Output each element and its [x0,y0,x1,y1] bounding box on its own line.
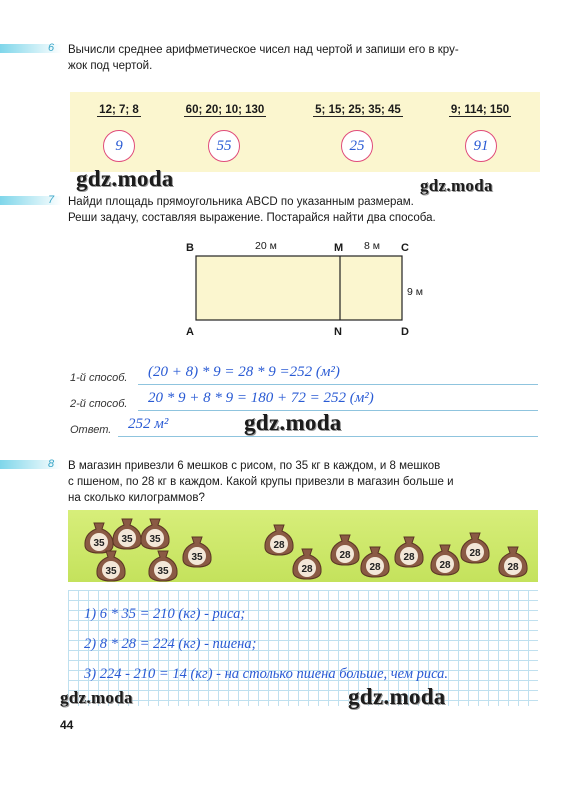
way-1-answer[interactable]: (20 + 8) * 9 = 28 * 9 =252 (м²) [148,364,340,380]
rice-sack-3 [138,516,172,550]
set-4-answer: 91 [473,138,489,154]
millet-sack-5 [392,534,426,568]
set-2-numbers-text: 60; 20; 10; 130 [185,104,265,116]
sack-weight-label: 28 [369,562,381,573]
task-8-line-3: на сколько килограммов? [68,492,205,504]
task-7-number: 7 [48,194,55,206]
way-2-answer[interactable]: 20 * 9 + 8 * 9 = 180 + 72 = 252 (м²) [148,390,374,406]
sack-weight-label: 28 [469,548,481,559]
vertex-c: C [401,242,409,254]
millet-sack-3 [328,532,362,566]
rice-sack-6 [146,548,180,582]
task-8-number: 8 [48,458,55,470]
solution-step-1[interactable]: 1) 6 * 35 = 210 (кг) - риса; [84,606,246,622]
set-3-answer: 25 [349,138,365,154]
task-8-line-1: В магазин привезли 6 мешков с рисом, по 35 кг в каждом, и 8 мешков [68,460,441,472]
solution-step-2[interactable]: 2) 8 * 28 = 224 (кг) - пшена; [84,636,257,652]
dimension-bm: 20 м [255,240,277,252]
dimension-cd: 9 м [407,286,423,298]
sack-weight-label: 35 [121,534,133,545]
rectangle-abcd [196,256,402,320]
vertex-b: B [186,242,194,254]
dimension-mc: 8 м [364,240,380,252]
answer-label: Ответ. [70,424,112,436]
task-7-line-1: Найди площадь прямоугольника ABCD по указанным размерам. [68,196,414,208]
millet-sack-7 [458,530,492,564]
set-1-answer: 9 [115,138,123,154]
rice-sack-4 [180,534,214,568]
page-number: 44 [60,718,74,732]
set-1-numbers-text: 12; 7; 8 [99,104,139,116]
answer-line [118,436,538,437]
sack-weight-label: 35 [191,552,203,563]
watermark-2: gdz.moda [420,176,493,195]
rice-sack-5 [94,548,128,582]
way-2-label: 2-й способ. [70,398,128,410]
sack-weight-label: 28 [403,552,415,563]
task-6-line-1: Вычисли среднее арифметическое чисел над чертой и запиши его в кру- [68,44,459,56]
vertex-d: D [401,326,409,338]
answer-value[interactable]: 252 м² [128,416,169,432]
vertex-m: M [334,242,344,254]
sack-weight-label: 28 [507,562,519,573]
sack-weight-label: 35 [93,538,105,549]
set-2-answer: 55 [216,138,232,154]
watermark-5: gdz.moda [348,684,446,709]
task-6-line-2: жок под чертой. [68,60,153,72]
sack-weight-label: 28 [439,560,451,571]
millet-sack-2 [290,546,324,580]
watermark-3: gdz.moda [244,410,342,435]
millet-sack-4 [358,544,392,578]
watermark-1: gdz.moda [76,166,174,191]
vertex-n: N [334,326,342,338]
task-8-line-2: с пшеном, по 28 кг в каждом. Какой крупы привезли в магазин больше и [68,476,454,488]
millet-sack-8 [496,544,530,578]
watermark-4: gdz.moda [60,688,133,707]
millet-sack-6 [428,542,462,576]
sack-weight-label: 28 [339,550,351,561]
task-7-line-2: Реши задачу, составляя выражение. Постарайся найти два способа. [68,212,436,224]
way-1-line [138,384,538,385]
sack-weight-label: 35 [149,534,161,545]
sack-weight-label: 28 [301,564,313,575]
sack-weight-label: 35 [105,566,117,577]
task-8-text [68,458,548,506]
solution-step-3[interactable]: 3) 224 - 210 = 14 (кг) - на столько пшена больше, чем риса. [84,666,449,682]
vertex-a: A [186,326,194,338]
set-4-numbers-text: 9; 114; 150 [450,104,510,116]
task-6-number: 6 [48,42,55,54]
sack-weight-label: 28 [273,540,285,551]
way-1-label: 1-й способ. [70,372,128,384]
set-3-numbers-text: 5; 15; 25; 35; 45 [315,104,401,116]
sack-weight-label: 35 [157,566,169,577]
